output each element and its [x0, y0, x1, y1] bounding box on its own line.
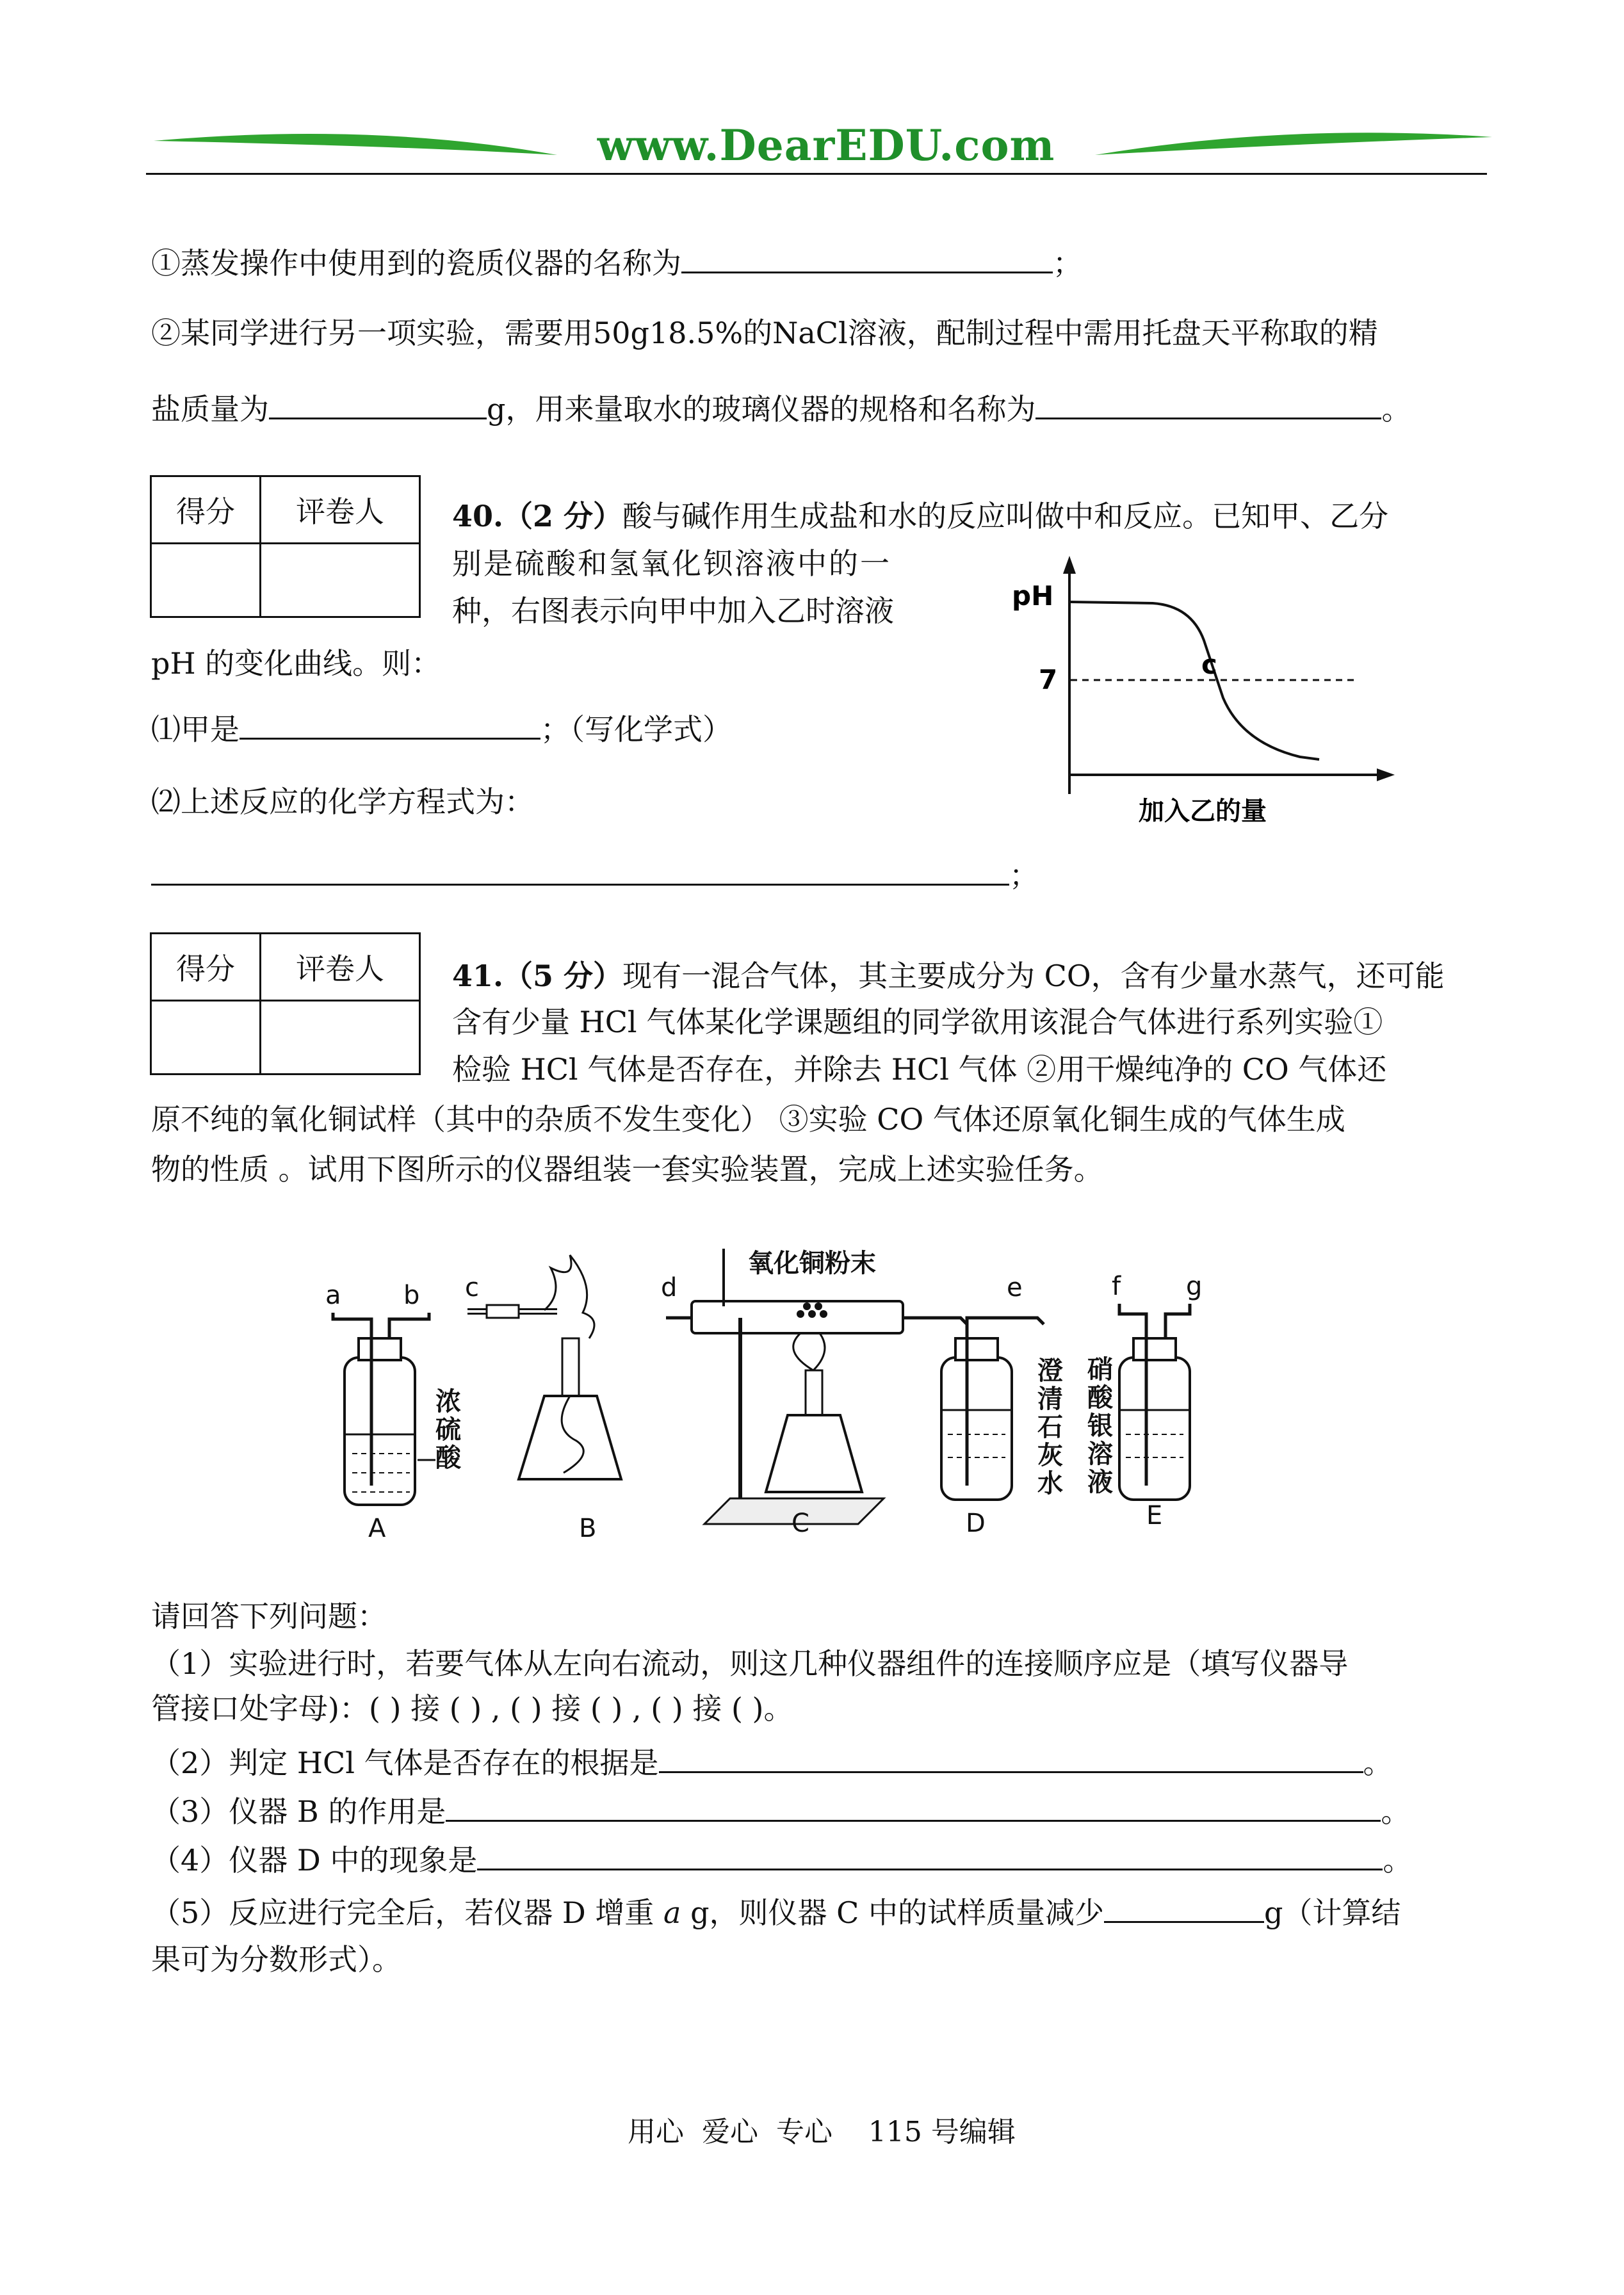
- label-B: B: [579, 1514, 597, 1543]
- port-c: c: [465, 1273, 479, 1302]
- port-g: g: [1186, 1272, 1203, 1301]
- score-cell[interactable]: [151, 1001, 261, 1075]
- q41-q5-line2: 果可为分数形式）。: [151, 1942, 402, 1977]
- grader-label: 评卷人: [261, 934, 420, 1001]
- answer-blank[interactable]: [446, 1790, 1381, 1822]
- q41-q3: （3）仪器 B 的作用是 。: [151, 1790, 1410, 1831]
- question-number: 41.（5 分）: [452, 959, 623, 993]
- score-box: [150, 932, 421, 1075]
- reagent-A-1: 浓: [435, 1387, 461, 1416]
- q41-line4: 原不纯的氧化铜试样（其中的杂质不发生变化） ③实验 CO 气体还原氧化铜生成的气体生成: [151, 1102, 1345, 1137]
- score-label: 得分: [151, 476, 261, 544]
- q39-line1: ①蒸发操作中使用到的瓷质仪器的名称为 ；: [151, 242, 1082, 282]
- reagent-D-1: 澄: [1037, 1356, 1063, 1386]
- q40-sub2: ⑵上述反应的化学方程式为：: [151, 784, 534, 819]
- q39-line2: ②某同学进行另一项实验，需要用50g18.5%的NaCl溶液，配制过程中需用托盘天平称取的精: [151, 316, 1378, 350]
- point-c-label: c: [1201, 649, 1217, 680]
- reagent-E-1: 硝: [1087, 1355, 1113, 1384]
- answer-blank[interactable]: [1035, 388, 1381, 419]
- reagent-E-4: 溶: [1087, 1439, 1113, 1469]
- reagent-D-5: 水: [1037, 1469, 1063, 1498]
- port-d: d: [661, 1273, 678, 1302]
- tube-C: [666, 1249, 967, 1524]
- y-axis-label: pH: [1012, 580, 1054, 612]
- q40-sub1: ⑴甲是 ；（写化学式）: [151, 708, 732, 749]
- x-axis-label: 加入乙的量: [1139, 797, 1267, 826]
- q41-q5: （5）反应进行完全后，若仪器 D 增重 a g，则仪器 C 中的试样质量减少 g（计算结: [151, 1892, 1401, 1932]
- q41-q2: （2）判定 HCl 气体是否存在的根据是 。: [151, 1742, 1393, 1782]
- reagent-E-2: 酸: [1087, 1383, 1113, 1413]
- bottle-E: [1119, 1304, 1190, 1500]
- q40-line3: 种，右图表示向甲中加入乙时溶液: [452, 594, 894, 628]
- q39-line3: 盐质量为 g，用来量取水的玻璃仪器的规格和名称为 。: [151, 388, 1411, 428]
- answer-blank[interactable]: [477, 1839, 1383, 1870]
- header: [147, 115, 1498, 179]
- apparatus-diagram: [307, 1242, 1242, 1556]
- label-A: A: [368, 1514, 386, 1543]
- port-e: e: [1007, 1273, 1023, 1302]
- q41-q1-line1: （1）实验进行时，若要气体从左向右流动，则这几种仪器组件的连接顺序应是（填写仪器导: [151, 1646, 1349, 1681]
- q40-line2: 别是硫酸和氢氧化钡溶液中的一: [452, 546, 891, 581]
- reagent-A-3: 酸: [435, 1443, 461, 1473]
- reagent-A-2: 硫: [435, 1415, 461, 1445]
- port-a: a: [325, 1281, 341, 1310]
- y-tick-7: 7: [1039, 664, 1058, 695]
- answer-blank[interactable]: [681, 242, 1053, 273]
- grader-cell[interactable]: [261, 544, 420, 617]
- answer-blank[interactable]: [151, 854, 1009, 886]
- q41-q1-line2: 管接口处字母)：( ) 接 ( ) , ( ) 接 ( ) , ( ) 接 ( )。: [151, 1691, 793, 1726]
- score-cell[interactable]: [151, 544, 261, 617]
- answer-blank[interactable]: [1104, 1892, 1264, 1923]
- q41-line3: 检验 HCl 气体是否存在，并除去 HCl 气体 ②用干燥纯净的 CO 气体还: [452, 1052, 1387, 1087]
- bottle-D: [941, 1318, 1044, 1500]
- label-C: C: [792, 1509, 809, 1538]
- q40-sub2-answer: ；: [151, 854, 1039, 895]
- question-number: 40.（2 分）: [452, 499, 623, 533]
- bottle-A: [333, 1313, 435, 1505]
- reagent-E-5: 液: [1087, 1468, 1113, 1497]
- reagent-C: 氧化铜粉末: [748, 1249, 876, 1278]
- reagent-D-3: 石: [1037, 1413, 1063, 1442]
- port-f: f: [1112, 1272, 1121, 1301]
- q40-line1: 40.（2 分）酸与碱作用生成盐和水的反应叫做中和反应。已知甲、乙分: [452, 499, 1389, 533]
- q41-line2: 含有少量 HCl 气体某化学课题组的同学欲用该混合气体进行系列实验①: [452, 1005, 1383, 1039]
- y-axis-arrow: [1063, 556, 1076, 574]
- reagent-D-2: 清: [1037, 1384, 1063, 1414]
- answer-blank[interactable]: [240, 708, 540, 740]
- answer-blank[interactable]: [659, 1742, 1363, 1773]
- q41-line1: 41.（5 分）现有一混合气体，其主要成分为 CO，含有少量水蒸气，还可能: [452, 959, 1445, 993]
- ph-chart: [999, 551, 1409, 839]
- reagent-D-4: 灰: [1037, 1441, 1063, 1470]
- q40-line4: pH 的变化曲线。则：: [151, 646, 441, 681]
- reagent-E-3: 银: [1087, 1411, 1113, 1441]
- score-box: [150, 475, 421, 618]
- burner-B: [467, 1255, 621, 1479]
- header-rule: [146, 173, 1487, 175]
- q41-q4: （4）仪器 D 中的现象是 。: [151, 1839, 1412, 1879]
- grader-cell[interactable]: [261, 1001, 420, 1075]
- x-axis-arrow: [1377, 768, 1395, 781]
- answer-blank[interactable]: [269, 388, 487, 419]
- label-D: D: [966, 1509, 986, 1538]
- port-b: b: [403, 1281, 420, 1310]
- q41-prompt: 请回答下列问题：: [151, 1599, 387, 1634]
- footer: 用心 爱心 专心 115 号编辑: [628, 2116, 1016, 2148]
- q41-line5: 物的性质 。试用下图所示的仪器组装一套实验装置，完成上述实验任务。: [151, 1152, 1103, 1187]
- header-logo: www.DearEDU.com: [597, 120, 1055, 170]
- grader-label: 评卷人: [261, 476, 420, 544]
- label-E: E: [1146, 1501, 1163, 1530]
- score-label: 得分: [151, 934, 261, 1001]
